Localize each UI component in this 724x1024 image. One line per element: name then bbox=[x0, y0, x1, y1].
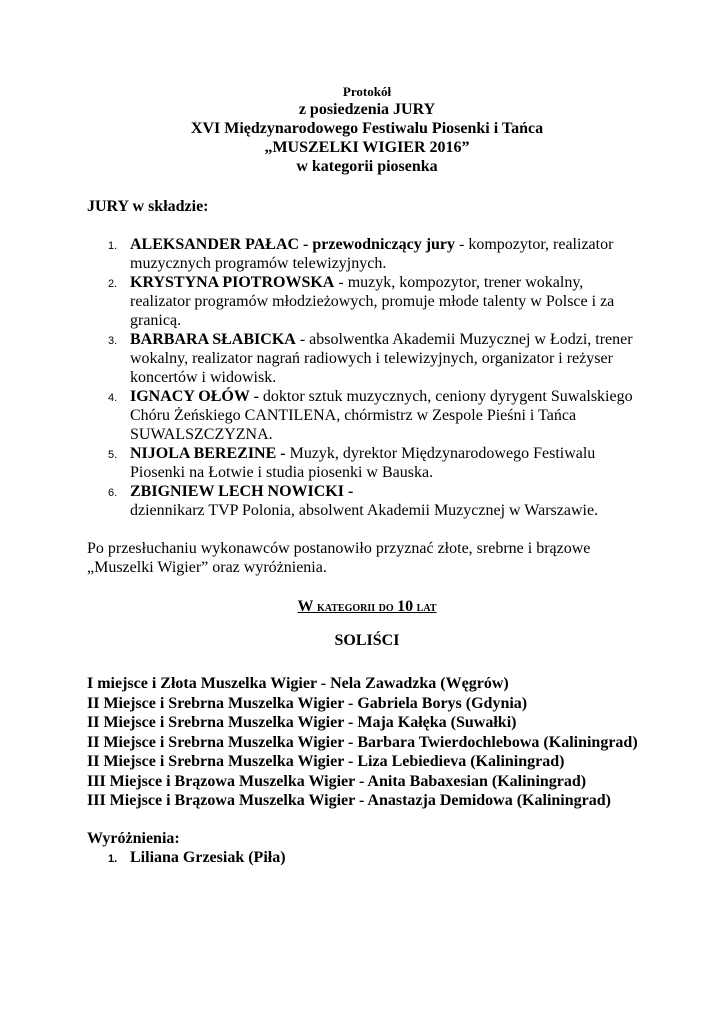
distinction-item bbox=[87, 848, 647, 867]
jury-member bbox=[87, 273, 647, 330]
title-line-4: w kategorii piosenka bbox=[296, 158, 438, 175]
decision-paragraph: Po przesłuchaniu wykonawców postanowiło przyznać złote, srebrne i brązowe „Muszelki Wigier” oraz wyróżnienia. bbox=[87, 540, 591, 576]
jury-member bbox=[87, 387, 647, 444]
result-line bbox=[87, 713, 647, 733]
list-number: 3. bbox=[108, 335, 118, 347]
distinctions-list bbox=[87, 848, 647, 867]
list-number: 4. bbox=[108, 392, 118, 404]
category-age: 10 bbox=[397, 598, 414, 615]
result-line bbox=[87, 694, 647, 714]
distinctions-heading: Wyróżnienia: bbox=[87, 829, 180, 847]
list-number: 5. bbox=[108, 449, 118, 461]
result-line bbox=[87, 674, 647, 694]
jury-member-desc: doktor sztuk muzycznych, ceniony dyrygent Suwalskiego Chóru Żeńskiego CANTILENA, chórmistrz w Zespole Pieśni i Tańca SUWALSZCZYZNA. bbox=[130, 388, 633, 443]
document-page bbox=[87, 78, 647, 867]
result-line bbox=[87, 752, 647, 772]
category-w: W bbox=[297, 598, 314, 615]
result-line bbox=[87, 733, 647, 753]
jury-member-desc: - kompozytor, realizator muzycznych programów telewizyjnych. bbox=[130, 236, 614, 272]
result-line bbox=[87, 772, 647, 792]
jury-member-name: ZBIGNIEW LECH NOWICKI - bbox=[130, 483, 354, 500]
jury-member-desc: dziennikarz TVP Polonia, absolwent Akademii Muzycznej w Warszawie. bbox=[130, 502, 599, 519]
doc-type-title: Protokół bbox=[342, 84, 392, 99]
category-heading bbox=[87, 598, 647, 616]
category-lat: lat bbox=[413, 600, 437, 615]
jury-member bbox=[87, 444, 647, 482]
result-award: I miejsce i Złota Muszelka Wigier - Nela Zawadzka (Węgrów) bbox=[87, 675, 509, 692]
jury-member bbox=[87, 482, 647, 520]
title-line-1: z posiedzenia JURY bbox=[298, 101, 436, 118]
jury-member bbox=[87, 330, 647, 387]
list-number: 1. bbox=[108, 852, 118, 865]
jury-member-desc: - muzyk, kompozytor, trener wokalny, realizator programów młodzieżowych, promuje młode talenty w Polsce i za granicą. bbox=[130, 274, 615, 329]
jury-member-name: BARBARA SŁABICKA bbox=[130, 331, 296, 348]
result-award: II Miejsce i Srebrna Muszelka Wigier - Liza Lebiedieva (Kaliningrad) bbox=[87, 753, 565, 770]
results-list bbox=[87, 674, 647, 811]
jury-member-name: IGNACY OŁÓW - bbox=[130, 388, 259, 405]
distinction-name: Liliana Grzesiak (Piła) bbox=[130, 848, 286, 866]
jury-heading: JURY w składzie: bbox=[87, 198, 209, 215]
result-award: III Miejsce i Brązowa Muszelka Wigier - Anastazja Demidowa (Kaliningrad) bbox=[87, 792, 611, 809]
list-number: 1. bbox=[108, 240, 118, 252]
jury-member-name: NIJOLA BEREZINE - bbox=[130, 445, 286, 462]
soloists-heading: SOLIŚCI bbox=[334, 632, 400, 649]
jury-member-name: ALEKSANDER PAŁAC - przewodniczący jury bbox=[130, 236, 456, 253]
result-line bbox=[87, 791, 647, 811]
jury-member-desc: - absolwentka Akademii Muzycznej w Łodzi, trener wokalny, realizator nagrań radiowych i telewizyjnych, organizator i reżyser koncertów i widowisk. bbox=[130, 331, 633, 386]
jury-member bbox=[87, 235, 647, 273]
jury-member-desc: Muzyk, dyrektor Międzynarodowego Festiwalu Piosenki na Łotwie i studia piosenki w Bauska. bbox=[130, 445, 596, 481]
jury-list bbox=[87, 235, 647, 520]
category-mid: kategorii do bbox=[313, 600, 398, 615]
jury-member-name: KRYSTYNA PIOTROWSKA bbox=[130, 274, 335, 291]
title-line-3: „MUSZELKI WIGIER 2016” bbox=[264, 139, 470, 156]
result-award: III Miejsce i Brązowa Muszelka Wigier bbox=[87, 772, 355, 790]
result-award: II Miejsce i Srebrna Muszelka Wigier - Maja Kałęka (Suwałki) bbox=[87, 714, 517, 731]
title-line-2: XVI Międzynarodowego Festiwalu Piosenki i Tańca bbox=[190, 120, 544, 137]
list-number: 2. bbox=[108, 278, 118, 290]
result-award: II Miejsce i Srebrna Muszelka Wigier - Barbara Twierdochlebowa (Kaliningrad) bbox=[87, 733, 638, 751]
list-number: 6. bbox=[108, 487, 118, 499]
result-award: II Miejsce i Srebrna Muszelka Wigier - Gabriela Borys (Gdynia) bbox=[87, 694, 528, 712]
result-rest: - Anita Babaxesian (Kaliningrad) bbox=[354, 772, 587, 790]
